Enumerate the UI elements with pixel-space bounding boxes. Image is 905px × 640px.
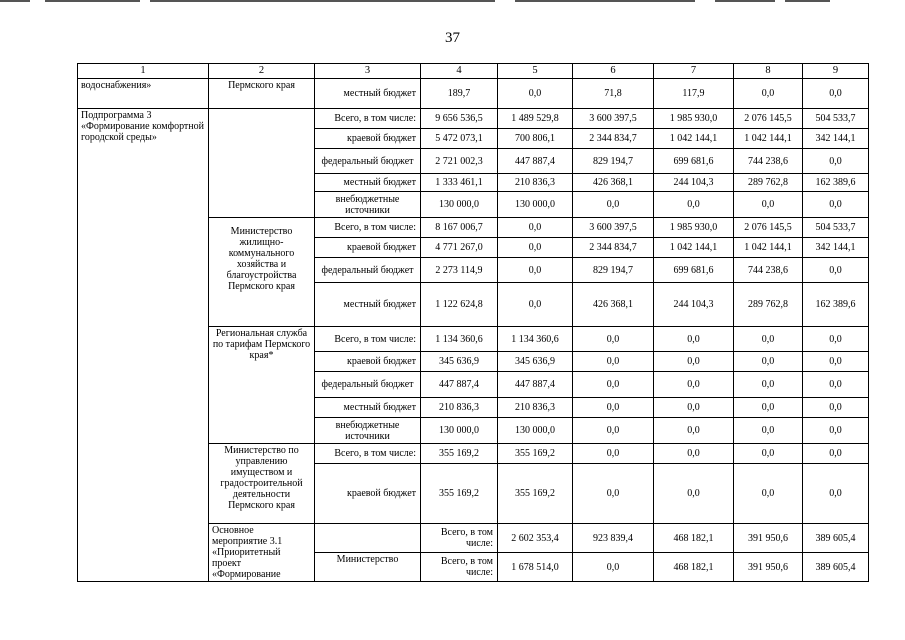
value-cell: 447 887,4 <box>498 149 573 174</box>
value-cell: 355 169,2 <box>498 464 573 524</box>
value-cell: 0,0 <box>654 372 734 398</box>
executor-cell <box>209 109 315 218</box>
budget-table <box>77 63 869 582</box>
value-cell: 391 950,6 <box>734 524 803 553</box>
funding-source-cell: местный бюджет <box>315 79 421 109</box>
value-cell: 2 273 114,9 <box>421 258 498 283</box>
executor-cell: Министерство <box>315 553 421 582</box>
value-cell: 0,0 <box>498 79 573 109</box>
column-number: 9 <box>803 64 869 79</box>
value-cell: 0,0 <box>654 327 734 352</box>
value-cell: 0,0 <box>803 258 869 283</box>
funding-source-cell: федеральный бюджет <box>315 149 421 174</box>
program-cell: водоснабжения» <box>78 79 209 109</box>
value-cell: 162 389,6 <box>803 174 869 192</box>
value-cell: 210 836,3 <box>498 398 573 418</box>
value-cell: 0,0 <box>654 352 734 372</box>
executor-cell: Пермского края <box>209 79 315 109</box>
value-cell: 0,0 <box>734 352 803 372</box>
value-cell: 0,0 <box>573 418 654 444</box>
value-cell: 162 389,6 <box>803 283 869 327</box>
value-cell: 1 333 461,1 <box>421 174 498 192</box>
value-cell: 0,0 <box>573 464 654 524</box>
funding-source-cell: внебюджетные источники <box>315 418 421 444</box>
value-cell: 2 602 353,4 <box>498 524 573 553</box>
value-cell: 0,0 <box>498 283 573 327</box>
value-cell: 0,0 <box>803 149 869 174</box>
value-cell: 9 656 536,5 <box>421 109 498 129</box>
value-cell: 2 344 834,7 <box>573 129 654 149</box>
value-cell: 189,7 <box>421 79 498 109</box>
value-cell: 0,0 <box>573 192 654 218</box>
value-cell: 1 042 144,1 <box>654 129 734 149</box>
value-cell: 0,0 <box>734 444 803 464</box>
value-cell: 0,0 <box>498 238 573 258</box>
value-cell: 1 985 930,0 <box>654 218 734 238</box>
funding-source-cell: Всего, в том числе: <box>315 218 421 238</box>
value-cell: 391 950,6 <box>734 553 803 582</box>
value-cell: 426 368,1 <box>573 174 654 192</box>
value-cell: 355 169,2 <box>498 444 573 464</box>
value-cell: 117,9 <box>654 79 734 109</box>
value-cell: 342 144,1 <box>803 238 869 258</box>
value-cell: 0,0 <box>803 327 869 352</box>
value-cell: 289 762,8 <box>734 174 803 192</box>
program-cell: Основное мероприятие 3.1 «Приоритетный проект «Формирование <box>209 524 315 582</box>
value-cell: 355 169,2 <box>421 464 498 524</box>
value-cell: 0,0 <box>803 79 869 109</box>
value-cell: 1 122 624,8 <box>421 283 498 327</box>
value-cell: 0,0 <box>654 444 734 464</box>
value-cell: 0,0 <box>573 553 654 582</box>
value-cell: 426 368,1 <box>573 283 654 327</box>
value-cell: 447 887,4 <box>498 372 573 398</box>
value-cell: 0,0 <box>803 372 869 398</box>
value-cell: 0,0 <box>654 398 734 418</box>
scan-edge-mark <box>0 0 30 2</box>
funding-source-cell: Всего, в том числе: <box>315 327 421 352</box>
value-cell: 0,0 <box>803 192 869 218</box>
page-number: 37 <box>445 30 460 46</box>
funding-source-cell: федеральный бюджет <box>315 372 421 398</box>
scan-edge-mark <box>45 0 140 2</box>
funding-source-cell: Всего, в том числе: <box>421 553 498 582</box>
column-number: 1 <box>78 64 209 79</box>
column-number: 7 <box>654 64 734 79</box>
value-cell: 699 681,6 <box>654 149 734 174</box>
value-cell: 468 182,1 <box>654 553 734 582</box>
value-cell: 8 167 006,7 <box>421 218 498 238</box>
column-number: 6 <box>573 64 654 79</box>
executor-cell: Региональная служба по тарифам Пермского края* <box>209 327 315 444</box>
value-cell: 504 533,7 <box>803 109 869 129</box>
column-number: 5 <box>498 64 573 79</box>
value-cell: 0,0 <box>654 192 734 218</box>
value-cell: 210 836,3 <box>498 174 573 192</box>
value-cell: 0,0 <box>734 418 803 444</box>
funding-source-cell: федеральный бюджет <box>315 258 421 283</box>
value-cell: 130 000,0 <box>421 418 498 444</box>
value-cell: 0,0 <box>734 398 803 418</box>
value-cell: 923 839,4 <box>573 524 654 553</box>
value-cell: 355 169,2 <box>421 444 498 464</box>
value-cell: 0,0 <box>734 372 803 398</box>
value-cell: 0,0 <box>803 464 869 524</box>
value-cell: 244 104,3 <box>654 283 734 327</box>
value-cell: 5 472 073,1 <box>421 129 498 149</box>
value-cell: 130 000,0 <box>498 418 573 444</box>
value-cell: 1 042 144,1 <box>734 129 803 149</box>
value-cell: 468 182,1 <box>654 524 734 553</box>
value-cell: 699 681,6 <box>654 258 734 283</box>
column-number: 4 <box>421 64 498 79</box>
table-row <box>78 79 869 109</box>
value-cell: 389 605,4 <box>803 553 869 582</box>
value-cell: 1 489 529,8 <box>498 109 573 129</box>
value-cell: 2 344 834,7 <box>573 238 654 258</box>
value-cell: 71,8 <box>573 79 654 109</box>
value-cell: 0,0 <box>734 192 803 218</box>
scan-edge-mark <box>715 0 775 2</box>
value-cell: 0,0 <box>654 464 734 524</box>
funding-source-cell: краевой бюджет <box>315 238 421 258</box>
scan-edge-mark <box>785 0 830 2</box>
value-cell: 389 605,4 <box>803 524 869 553</box>
value-cell: 0,0 <box>498 218 573 238</box>
value-cell: 1 134 360,6 <box>498 327 573 352</box>
value-cell: 0,0 <box>734 464 803 524</box>
value-cell: 2 076 145,5 <box>734 109 803 129</box>
value-cell: 1 678 514,0 <box>498 553 573 582</box>
value-cell: 1 042 144,1 <box>734 238 803 258</box>
value-cell: 0,0 <box>573 327 654 352</box>
value-cell: 1 134 360,6 <box>421 327 498 352</box>
executor-cell: Министерство жилищно-коммунального хозяйства и благоустройства Пермского края <box>209 218 315 327</box>
value-cell: 130 000,0 <box>421 192 498 218</box>
funding-source-cell: Всего, в том числе: <box>315 444 421 464</box>
value-cell: 4 771 267,0 <box>421 238 498 258</box>
value-cell: 3 600 397,5 <box>573 218 654 238</box>
value-cell: 345 636,9 <box>498 352 573 372</box>
value-cell: 829 194,7 <box>573 258 654 283</box>
column-number: 2 <box>209 64 315 79</box>
value-cell: 0,0 <box>498 258 573 283</box>
scan-edge-mark <box>150 0 495 2</box>
value-cell: 0,0 <box>803 398 869 418</box>
value-cell: 0,0 <box>573 398 654 418</box>
executor-cell: Министерство по управлению имуществом и градостроительной деятельности Пермского края <box>209 444 315 524</box>
funding-source-cell: краевой бюджет <box>315 129 421 149</box>
value-cell: 345 636,9 <box>421 352 498 372</box>
value-cell: 0,0 <box>803 352 869 372</box>
column-number: 8 <box>734 64 803 79</box>
value-cell: 289 762,8 <box>734 283 803 327</box>
funding-source-cell: местный бюджет <box>315 398 421 418</box>
value-cell: 3 600 397,5 <box>573 109 654 129</box>
column-number-row <box>78 64 869 79</box>
scan-edge-mark <box>515 0 695 2</box>
value-cell: 0,0 <box>734 79 803 109</box>
table-row <box>78 109 869 129</box>
value-cell: 504 533,7 <box>803 218 869 238</box>
value-cell: 0,0 <box>803 444 869 464</box>
value-cell: 0,0 <box>803 418 869 444</box>
column-number: 3 <box>315 64 421 79</box>
value-cell: 700 806,1 <box>498 129 573 149</box>
value-cell: 0,0 <box>573 352 654 372</box>
value-cell: 244 104,3 <box>654 174 734 192</box>
value-cell: 0,0 <box>573 372 654 398</box>
funding-source-cell: краевой бюджет <box>315 464 421 524</box>
funding-source-cell: местный бюджет <box>315 174 421 192</box>
value-cell: 130 000,0 <box>498 192 573 218</box>
value-cell: 0,0 <box>654 418 734 444</box>
value-cell: 210 836,3 <box>421 398 498 418</box>
value-cell: 342 144,1 <box>803 129 869 149</box>
value-cell: 0,0 <box>573 444 654 464</box>
value-cell: 2 721 002,3 <box>421 149 498 174</box>
funding-source-cell: местный бюджет <box>315 283 421 327</box>
funding-source-cell: Всего, в том числе: <box>315 109 421 129</box>
value-cell: 2 076 145,5 <box>734 218 803 238</box>
value-cell: 1 042 144,1 <box>654 238 734 258</box>
funding-source-cell: внебюджетные источники <box>315 192 421 218</box>
program-cell: Подпрограмма 3 «Формирование комфортной городской среды» <box>78 109 209 582</box>
value-cell: 447 887,4 <box>421 372 498 398</box>
funding-source-cell: краевой бюджет <box>315 352 421 372</box>
funding-source-cell: Всего, в том числе: <box>421 524 498 553</box>
executor-cell <box>315 524 421 553</box>
value-cell: 0,0 <box>734 327 803 352</box>
value-cell: 744 238,6 <box>734 258 803 283</box>
value-cell: 829 194,7 <box>573 149 654 174</box>
value-cell: 1 985 930,0 <box>654 109 734 129</box>
value-cell: 744 238,6 <box>734 149 803 174</box>
